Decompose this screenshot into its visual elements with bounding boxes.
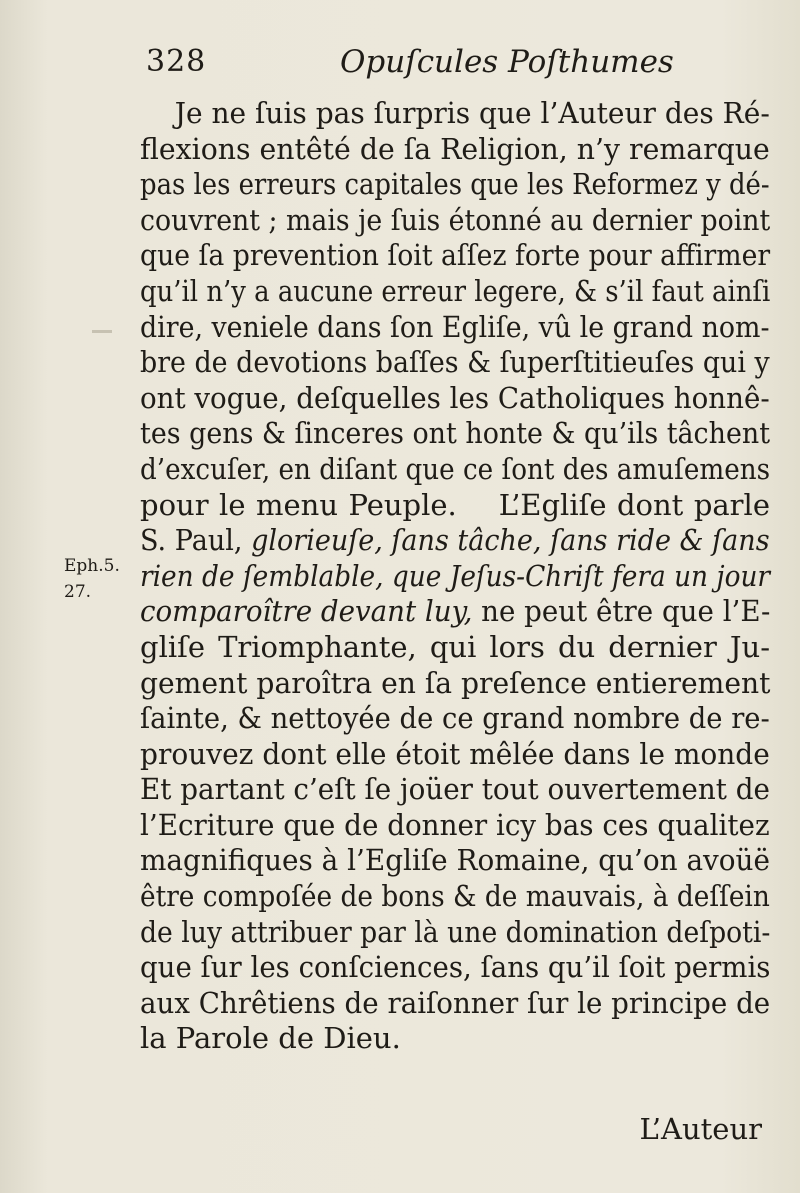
margin-reference-verse: 27.	[64, 582, 92, 602]
text-line: que ſa prevention ſoit aſſez forte pour affirmer	[140, 238, 771, 273]
text-line: que ſur les conſciences, ſans qu’il ſoit permis	[140, 950, 771, 985]
text-line: bre de devotions baſſes & ſuperſtitieuſes qui y	[140, 345, 770, 380]
text-line: de luy attribuer par là une domination deſpoti-	[140, 914, 771, 949]
catchword: L’Auteur	[639, 1112, 762, 1146]
text-line: Je ne ſuis pas ſurpris que l’Auteur des Ré-	[174, 96, 770, 130]
margin-reference-book: Eph.5.	[64, 556, 120, 576]
body-text	[140, 96, 770, 1057]
text-line: gliſe Triomphante, qui lors du dernier Ju-	[140, 629, 770, 664]
text-line: l’Ecriture que de donner icy bas ces qualitez	[140, 807, 770, 842]
page-header	[140, 44, 770, 94]
text-line	[140, 523, 770, 559]
text-line: d’excuſer, en diſant que ce ſont des amuſemens	[140, 451, 771, 486]
text-line: tes gens & ſinceres ont honte & qu’ils tâchent	[140, 416, 771, 451]
text-line: ont vogue, deſquelles les Catholiques honnê-	[140, 380, 770, 415]
text-line: couvrent ; mais je ſuis étonné au dernier point	[140, 202, 771, 237]
text-plain: ne peut être que l’E-	[472, 594, 771, 629]
text-line: ſainte, & nettoyée de ce grand nombre de re-	[140, 701, 770, 736]
text-line: gement paroîtra en ſa preſence entierement	[140, 665, 771, 700]
scripture-quote: glorieuſe, ſans tâche, ſans ride & ſans	[251, 523, 770, 558]
text-line: flexions entêté de ſa Religion, n’y remarque	[140, 131, 770, 166]
text-plain: S. Paul,	[140, 523, 252, 558]
ink-mark	[92, 330, 112, 333]
text-line: magnifiques à l’Egliſe Romaine, qu’on avoüë	[140, 843, 770, 878]
running-title: Opuſcules Poſthumes	[340, 44, 674, 80]
text-line: aux Chrêtiens de raiſonner ſur le principe de	[140, 985, 771, 1020]
paragraph-end: pour le menu Peuple.	[140, 487, 457, 522]
page-number: 328	[146, 44, 207, 79]
scripture-quote: comparoître devant luy,	[140, 594, 473, 629]
text-line: être compoſée de bons & de mauvais, à deſſein	[140, 879, 770, 914]
text-line: dire, veniele dans ſon Egliſe, vû le grand nom-	[140, 309, 770, 344]
scripture-quote-line: rien de ſemblable, que Jeſus-Chriſt fera un jour	[140, 558, 771, 593]
text-line: Et partant c’eſt ſe joüer tout ouvertement de	[140, 772, 770, 807]
text-line: pas les erreurs capitales que les Reformez y dé-	[140, 167, 770, 202]
text-line: la Parole de Dieu.	[140, 1021, 401, 1056]
text-line	[140, 488, 770, 524]
paragraph-start: L’Egliſe dont parle	[498, 487, 770, 522]
text-line: qu’il n’y a aucune erreur legere, & s’il faut ainſi	[140, 273, 771, 308]
text-line	[140, 594, 771, 630]
margin-reference	[64, 553, 134, 605]
text-line: prouvez dont elle étoit mêlée dans le monde	[140, 736, 770, 771]
